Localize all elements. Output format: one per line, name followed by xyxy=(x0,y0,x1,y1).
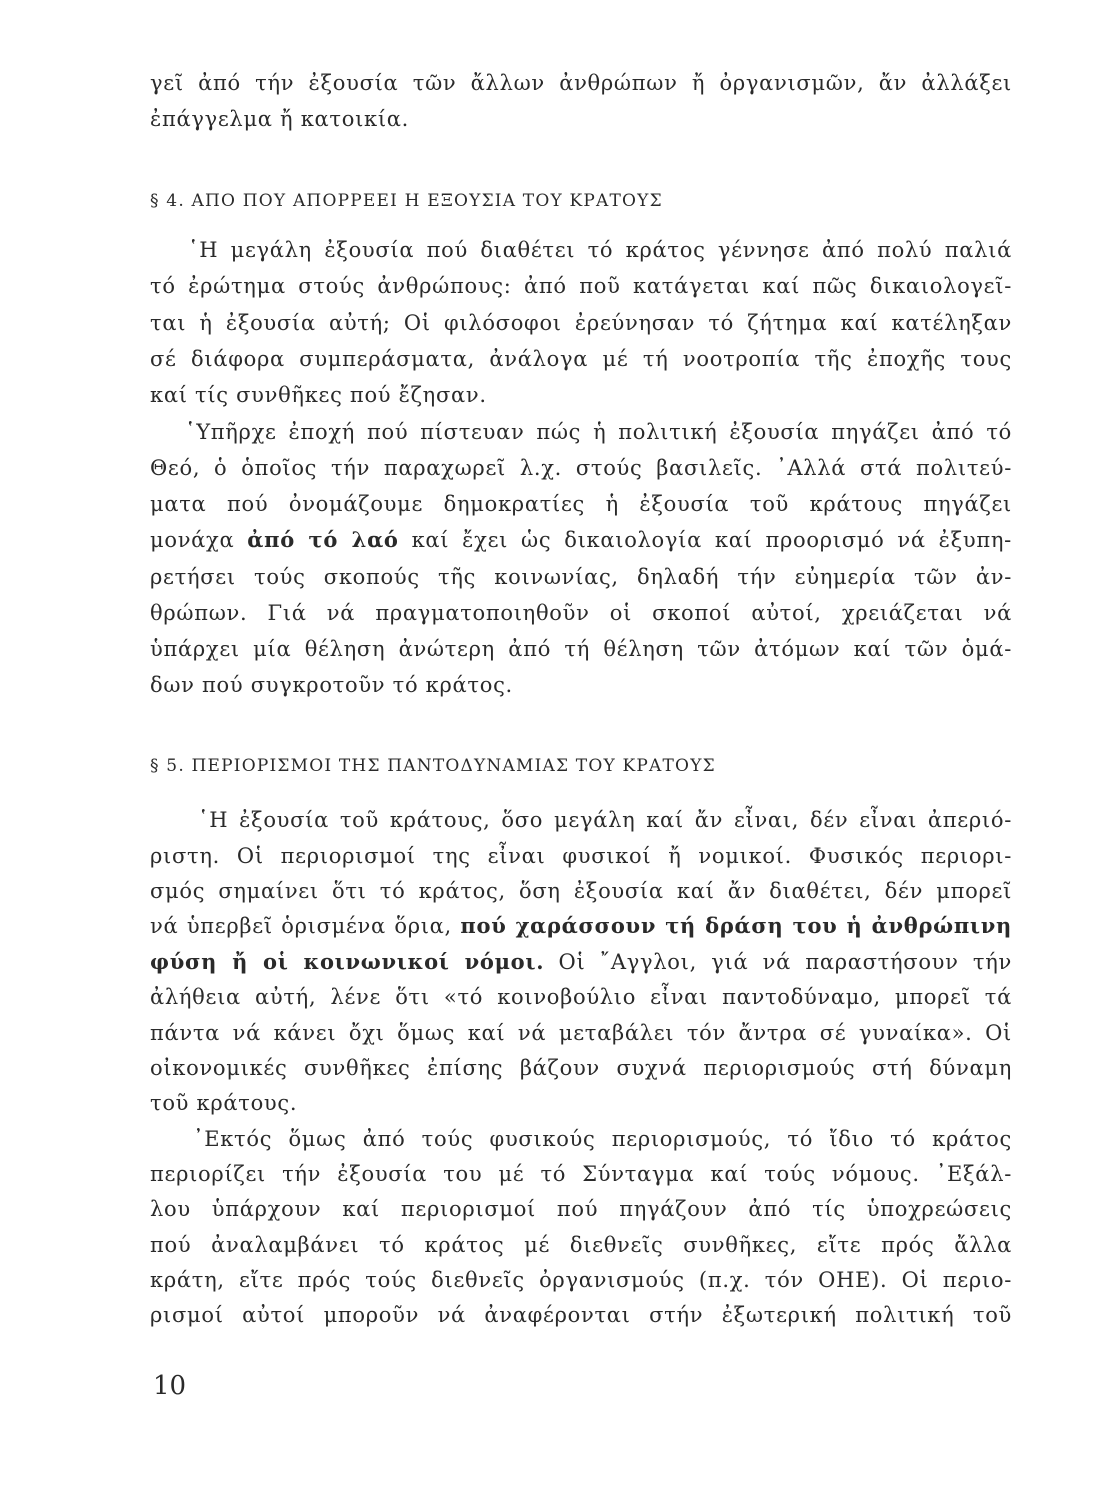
bold-phrase: ἀπό τό λαό xyxy=(247,527,399,552)
text-line: ριστη. Οἱ περιορισμοί της εἶναι φυσικοί ἤ νομικοί. Φυσικός περιορι- xyxy=(150,844,1012,868)
text-line: πάντα νά κάνει ὄχι ὅμως καί νά μεταβάλει τόν ἄντρα σέ γυναίκα». Οἱ xyxy=(150,1021,1012,1045)
text-line: πού ἀναλαμβάνει τό κράτος μέ διεθνεῖς συνθῆκες, εἴτε πρός ἄλλα xyxy=(150,1233,1012,1257)
text-run: νά ὑπερβεῖ ὁρισμένα ὅρια, xyxy=(150,914,461,938)
text-line: περιορίζει τήν ἐξουσία του μέ τό Σύνταγμα καί τούς νόμους. ᾿Εξάλ- xyxy=(150,1162,1012,1186)
text-run: μονάχα xyxy=(150,528,248,552)
text-line: λου ὑπάρχουν καί περιορισμοί πού πηγάζουν ἀπό τίς ὑποχρεώσεις xyxy=(150,1197,1012,1221)
text-line: ᾿Εκτός ὅμως ἀπό τούς φυσικούς περιορισμούς, τό ἴδιο τό κράτος xyxy=(193,1127,1012,1151)
text-line xyxy=(150,525,1012,555)
text-line: τοῦ κράτους. xyxy=(150,1091,298,1115)
text-line: ῾Η μεγάλη ἐξουσία πού διαθέτει τό κράτος γέννησε ἀπό πολύ παλιά xyxy=(188,238,1012,262)
text-line xyxy=(150,911,1012,941)
text-line: τό ἐρώτημα στούς ἀνθρώπους: ἀπό ποῦ κατάγεται καί πῶς δικαιολογεῖ- xyxy=(150,274,1012,298)
section-5-heading: § 5. ΠΕΡΙΟΡΙΣΜΟΙ ΤΗΣ ΠΑΝΤΟΔΥΝΑΜΙΑΣ ΤΟΥ ΚΡΑΤΟΥΣ xyxy=(150,756,716,776)
text-line: δων πού συγκροτοῦν τό κράτος. xyxy=(150,673,513,697)
text-line: γεῖ ἀπό τήν ἐξουσία τῶν ἄλλων ἀνθρώπων ἤ ὀργανισμῶν, ἄν ἀλλάξει xyxy=(150,71,1012,95)
section-4-heading: § 4. ΑΠΟ ΠΟΥ ΑΠΟΡΡΕΕΙ Η ΕΞΟΥΣΙΑ ΤΟΥ ΚΡΑΤΟΥΣ xyxy=(150,191,663,211)
text-line: ὑπάρχει μία θέληση ἀνώτερη ἀπό τή θέληση τῶν ἀτόμων καί τῶν ὁμά- xyxy=(150,637,1012,661)
text-line: ρισμοί αὐτοί μποροῦν νά ἀναφέρονται στήν ἐξωτερική πολιτική τοῦ xyxy=(150,1303,1012,1327)
text-line: σέ διάφορα συμπεράσματα, ἀνάλογα μέ τή νοοτροπία τῆς ἐποχῆς τους xyxy=(150,347,1012,371)
text-line: ρετήσει τούς σκοπούς τῆς κοινωνίας, δηλαδή τήν εὐημερία τῶν ἀν- xyxy=(150,565,1012,589)
bold-phrase: πού χαράσσουν τή δράση του ἡ ἀνθρώπινη xyxy=(460,913,1012,938)
text-line: κράτη, εἴτε πρός τούς διεθνεῖς ὀργανισμούς (π.χ. τόν ΟΗΕ). Οἱ περιο- xyxy=(150,1268,1012,1292)
text-line: ῾Υπῆρχε ἐποχή πού πίστευαν πώς ἡ πολιτική ἐξουσία πηγάζει ἀπό τό xyxy=(185,420,1012,444)
page-number: 10 xyxy=(153,1371,187,1401)
text-line: οἰκονομικές συνθῆκες ἐπίσης βάζουν συχνά περιορισμούς στή δύναμη xyxy=(150,1056,1012,1080)
text-line xyxy=(150,947,1012,977)
text-line: ματα πού ὀνομάζουμε δημοκρατίες ἡ ἐξουσία τοῦ κράτους πηγάζει xyxy=(150,492,1012,516)
text-line: ἀλήθεια αὐτή, λένε ὅτι «τό κοινοβούλιο εἶναι παντοδύναμο, μπορεῖ τά xyxy=(150,985,1012,1009)
text-line: σμός σημαίνει ὅτι τό κράτος, ὅση ἐξουσία καί ἄν διαθέτει, δέν μπορεῖ xyxy=(150,879,1012,903)
text-line: ται ἡ ἐξουσία αὐτή; Οἱ φιλόσοφοι ἐρεύνησαν τό ζήτημα καί κατέληξαν xyxy=(150,311,1012,335)
text-line: Θεό, ὁ ὁποῖος τήν παραχωρεῖ λ.χ. στούς βασιλεῖς. ᾿Αλλά στά πολιτεύ- xyxy=(150,456,1012,480)
text-line: καί τίς συνθῆκες πού ἔζησαν. xyxy=(150,383,487,407)
text-line: ῾Η ἐξουσία τοῦ κράτους, ὅσο μεγάλη καί ἄν εἶναι, δέν εἶναι ἀπεριό- xyxy=(198,808,1012,832)
bold-phrase: φύση ἤ οἱ κοινωνικοί νόμοι. xyxy=(150,949,545,974)
text-line: ἐπάγγελμα ἤ κατοικία. xyxy=(150,107,410,131)
text-line: θρώπων. Γιά νά πραγματοποιηθοῦν οἱ σκοποί αὐτοί, χρειάζεται νά xyxy=(150,601,1012,625)
text-run: Οἱ ῎Αγγλοι, γιά νά παραστήσουν τήν xyxy=(544,950,1012,974)
text-run: καί ἔχει ὡς δικαιολογία καί προορισμό νά ἐξυπη- xyxy=(398,528,1012,552)
